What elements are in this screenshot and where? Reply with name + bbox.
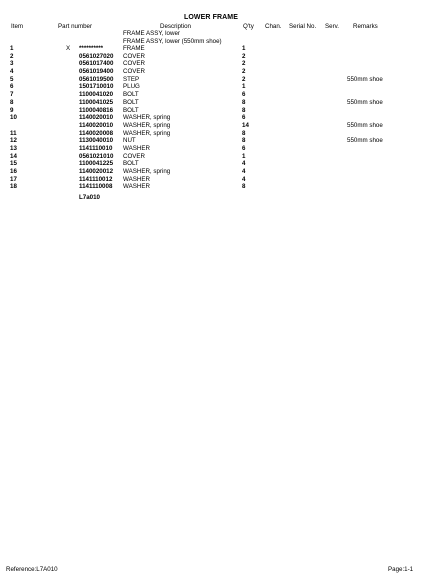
part-description: PLUG bbox=[123, 83, 140, 91]
table-row bbox=[0, 145, 422, 153]
item-number: 14 bbox=[10, 152, 17, 160]
table-row bbox=[0, 68, 422, 76]
header-item: Item bbox=[11, 23, 24, 30]
item-number: 7 bbox=[10, 91, 14, 99]
part-quantity: 2 bbox=[242, 68, 246, 76]
part-quantity: 6 bbox=[242, 114, 246, 122]
part-description: WASHER bbox=[123, 175, 150, 183]
item-number: 1 bbox=[10, 45, 14, 52]
part-number: 1100040816 bbox=[79, 106, 114, 114]
header-remarks: Remarks bbox=[353, 23, 378, 30]
part-description: COVER bbox=[123, 68, 146, 76]
part-number: 1140020008 bbox=[79, 129, 114, 137]
part-number: 1140020010 bbox=[79, 114, 114, 122]
part-number: 1140020010 bbox=[79, 121, 114, 129]
part-description: FRAME bbox=[123, 45, 145, 52]
part-remarks: 550mm shoe bbox=[347, 75, 383, 83]
table-row bbox=[0, 122, 422, 130]
part-quantity: 8 bbox=[242, 98, 246, 106]
part-description: COVER bbox=[123, 152, 146, 160]
header-qty: Q'ty bbox=[243, 23, 254, 30]
part-description: BOLT bbox=[123, 91, 139, 99]
footer-page: Page:1-1 bbox=[388, 566, 414, 573]
part-number: 0561021010 bbox=[79, 152, 114, 160]
part-description: WASHER bbox=[123, 183, 150, 191]
assembly-description-1: FRAME ASSY, lower bbox=[123, 30, 180, 37]
part-quantity: 8 bbox=[242, 183, 246, 191]
part-description: WASHER, spring bbox=[123, 168, 171, 175]
part-number: 1130040010 bbox=[79, 137, 114, 145]
part-description: BOLT bbox=[123, 106, 139, 114]
part-quantity: 6 bbox=[242, 144, 246, 152]
table-row bbox=[0, 130, 422, 138]
table-row bbox=[0, 53, 422, 61]
table-row bbox=[0, 83, 422, 91]
item-mark: X bbox=[66, 45, 71, 52]
item-number: 2 bbox=[10, 52, 14, 60]
part-description: WASHER, spring bbox=[123, 121, 171, 129]
item-number: 9 bbox=[10, 106, 14, 114]
table-row bbox=[0, 60, 422, 68]
parts-table bbox=[0, 45, 422, 191]
item-number: 18 bbox=[10, 183, 17, 191]
part-number: 1141110010 bbox=[79, 144, 113, 152]
header-serial-no: Serial No. bbox=[289, 23, 317, 30]
part-number: 1100041025 bbox=[79, 98, 114, 106]
part-quantity: 8 bbox=[242, 137, 246, 145]
part-quantity: 4 bbox=[242, 168, 246, 175]
part-remarks: 550mm shoe bbox=[347, 121, 383, 129]
part-number: 1501710010 bbox=[79, 83, 114, 91]
item-number: 12 bbox=[10, 137, 17, 145]
header-description: Description bbox=[160, 23, 191, 30]
table-row bbox=[0, 45, 422, 53]
table-row bbox=[0, 107, 422, 115]
part-description: WASHER, spring bbox=[123, 114, 171, 122]
part-quantity: 6 bbox=[242, 91, 246, 99]
item-number: 11 bbox=[10, 129, 17, 137]
table-row bbox=[0, 176, 422, 184]
part-number: 1100041225 bbox=[79, 160, 114, 168]
item-number: 6 bbox=[10, 83, 14, 91]
part-remarks: 550mm shoe bbox=[347, 98, 383, 106]
part-description: STEP bbox=[123, 75, 140, 83]
item-number: 16 bbox=[10, 168, 17, 175]
item-number: 4 bbox=[10, 68, 14, 76]
footer-reference: Reference:L7A010 bbox=[6, 566, 58, 573]
part-number: 1141110012 bbox=[79, 175, 113, 183]
part-number: 1141110008 bbox=[79, 183, 113, 191]
part-number: 0561017400 bbox=[79, 60, 114, 68]
part-number: 0561019500 bbox=[79, 75, 114, 83]
item-number: 17 bbox=[10, 175, 17, 183]
part-quantity: 2 bbox=[242, 60, 246, 68]
header-chan: Chan. bbox=[265, 23, 282, 30]
table-row bbox=[0, 99, 422, 107]
part-number: ********** bbox=[79, 45, 104, 52]
part-quantity: 4 bbox=[242, 160, 246, 168]
item-number: 13 bbox=[10, 144, 17, 152]
table-row bbox=[0, 91, 422, 99]
part-description: WASHER bbox=[123, 144, 150, 152]
part-quantity: 1 bbox=[242, 83, 246, 91]
part-quantity: 8 bbox=[242, 129, 246, 137]
assembly-description-2: FRAME ASSY, lower (550mm shoe) bbox=[123, 38, 222, 45]
part-quantity: 2 bbox=[242, 52, 246, 60]
table-row bbox=[0, 76, 422, 84]
item-number: 8 bbox=[10, 98, 14, 106]
table-row bbox=[0, 183, 422, 191]
part-description: WASHER, spring bbox=[123, 129, 171, 137]
header-part-number: Part number bbox=[58, 23, 93, 30]
table-row bbox=[0, 153, 422, 161]
part-quantity: 4 bbox=[242, 175, 246, 183]
table-row bbox=[0, 137, 422, 145]
part-number: 0561027020 bbox=[79, 52, 114, 60]
part-description: NUT bbox=[123, 137, 136, 145]
part-quantity: 14 bbox=[242, 121, 249, 129]
part-quantity: 8 bbox=[242, 106, 246, 114]
part-description: BOLT bbox=[123, 160, 139, 168]
part-remarks: 550mm shoe bbox=[347, 137, 383, 145]
illustration-reference: L7a010 bbox=[79, 194, 100, 201]
item-number: 3 bbox=[10, 60, 14, 68]
part-description: COVER bbox=[123, 60, 146, 68]
header-serv: Serv. bbox=[325, 23, 339, 30]
part-number: 1140020012 bbox=[79, 168, 114, 175]
part-quantity: 2 bbox=[242, 75, 246, 83]
table-row bbox=[0, 168, 422, 176]
page-title: LOWER FRAME bbox=[184, 14, 238, 21]
part-description: BOLT bbox=[123, 98, 139, 106]
part-number: 0561019400 bbox=[79, 68, 114, 76]
table-row bbox=[0, 160, 422, 168]
item-number: 5 bbox=[10, 75, 14, 83]
table-row bbox=[0, 114, 422, 122]
part-quantity: 1 bbox=[242, 152, 246, 160]
part-description: COVER bbox=[123, 52, 146, 60]
item-number: 15 bbox=[10, 160, 17, 168]
part-quantity: 1 bbox=[242, 45, 246, 52]
item-number: 10 bbox=[10, 114, 17, 122]
part-number: 1100041020 bbox=[79, 91, 114, 99]
